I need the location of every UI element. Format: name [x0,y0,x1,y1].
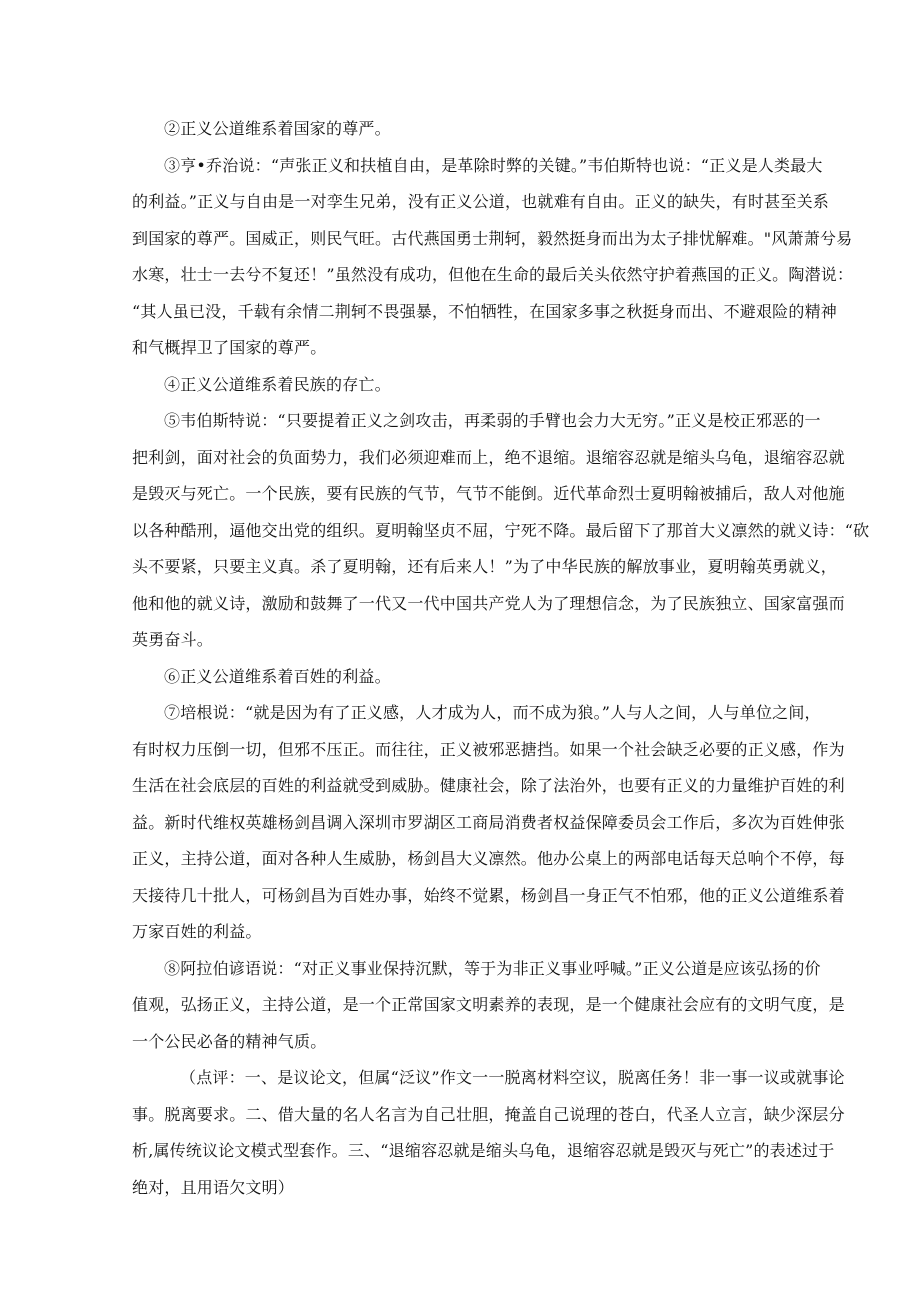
paragraph-text-line: 是毁灭与死亡。一个民族，要有民族的气节，气节不能倒。近代革命烈士夏明翰被捕后，敌人对他施 [132,484,845,503]
paragraph-text-line: “其人虽已没，千载有余情二荆轲不畏强暴，不怕牺牲，在国家多事之秋挺身而出、不避艰险的精神 [132,302,837,321]
paragraph-text-line: 天接待几十批人，可杨剑昌为百姓办事，始终不觉累，杨剑昌一身正气不怕邪，他的正义公道维系着 [132,886,845,905]
paragraph-text-line: 把利剑，面对社会的负面势力，我们必须迎难而上，绝不退缩。退缩容忍就是缩头乌龟，退缩容忍就 [132,448,845,467]
commentary-text-line: 事。脱离要求。二、借大量的名人名言为自己壮胆，掩盖自己说理的苍白，代圣人立言，缺少深层分 [132,1105,845,1124]
paragraph-text-line: 以各种酷刑，逼他交出党的组织。夏明翰坚贞不屈，宁死不降。最后留下了那首大义凛然的就义诗：“砍 [132,521,870,540]
paragraph-text-line: 有时权力压倒一切，但邪不压正。而往往，正义被邪恶搪挡。如果一个社会缺乏必要的正义感，作为 [132,740,845,759]
paragraph-text-line: ⑦培根说：“就是因为有了正义感，人才成为人，而不成为狼。”人与人之间，人与单位之间， [164,703,821,722]
paragraph-text-line: 正义，主持公道，面对各种人生威胁，杨剑昌大义凛然。他办公桌上的两部电话每天总响个不停，每 [132,849,845,868]
paragraph-text-line: ⑤韦伯斯特说：“只要提着正义之剑攻击，再柔弱的手臂也会力大无穷。”正义是校正邪恶的一 [164,411,821,430]
paragraph-text-line: ③亨•乔治说：“声张正义和扶植自由，是革除时弊的关键。”韦伯斯特也说：“正义是人类最大 [164,156,823,175]
commentary-text-line: （点评：一、是议论文，但属“泛议”作文一一脱离材料空议，脱离任务！非一事一议或就事论 [180,1068,845,1087]
paragraph-text-line: ⑧阿拉伯谚语说：“对正义事业保持沉默，等于为非正义事业呼喊。”正义公道是应该弘扬的价 [164,959,821,978]
paragraph-text-line: 和气概捍卫了国家的尊严。 [132,338,327,357]
paragraph-heading-nation-dignity: ②正义公道维系着国家的尊严。 [164,119,391,138]
paragraph-text-line: 水寒，壮士一去兮不复还！”虽然没有成功，但他在生命的最后关头依然守护着燕国的正义。陶潜说： [132,265,854,284]
paragraph-text-line: 英勇奋斗。 [132,630,214,649]
paragraph-heading-nation-survival: ④正义公道维系着民族的存亡。 [164,375,391,394]
paragraph-text-line: 益。新时代维权英雄杨剑昌调入深圳市罗湖区工商局消费者权益保障委员会工作后，多次为百姓伸张 [132,813,845,832]
paragraph-text-line: 一个公民必备的精神气质。 [132,1032,327,1051]
paragraph-text-line: 到国家的尊严。国威正，则民气旺。古代燕国勇士荆轲，毅然挺身而出为太子排忧解难。"风萧萧兮易 [132,229,853,248]
paragraph-text-line: 他和他的就义诗，激励和鼓舞了一代又一代中国共产党人为了理想信念，为了民族独立、国家富强而 [132,594,845,613]
paragraph-text-line: 的利益。”正义与自由是一对孪生兄弟，没有正义公道，也就难有自由。正义的缺失，有时甚至关系 [132,192,829,211]
paragraph-text-line: 头不要紧，只要主义真。杀了夏明翰，还有后来人！”为了中华民族的解放事业，夏明翰英勇就义， [132,557,837,576]
commentary-text-line: 绝对，且用语欠文明） [132,1178,295,1197]
paragraph-heading-people-interest: ⑥正义公道维系着百姓的利益。 [164,667,391,686]
commentary-text-line: 析,属传统议论文模式型套作。三、“退缩容忍就是缩头乌龟，退缩容忍就是毁灭与死亡”的表述过于 [132,1141,835,1160]
paragraph-text-line: 生活在社会底层的百姓的利益就受到威胁。健康社会，除了法治外，也要有正义的力量维护百姓的利 [132,776,845,795]
paragraph-text-line: 值观，弘扬正义，主持公道，是一个正常国家文明素养的表现，是一个健康社会应有的文明气度，是 [132,995,845,1014]
paragraph-text-line: 万家百姓的利益。 [132,922,262,941]
